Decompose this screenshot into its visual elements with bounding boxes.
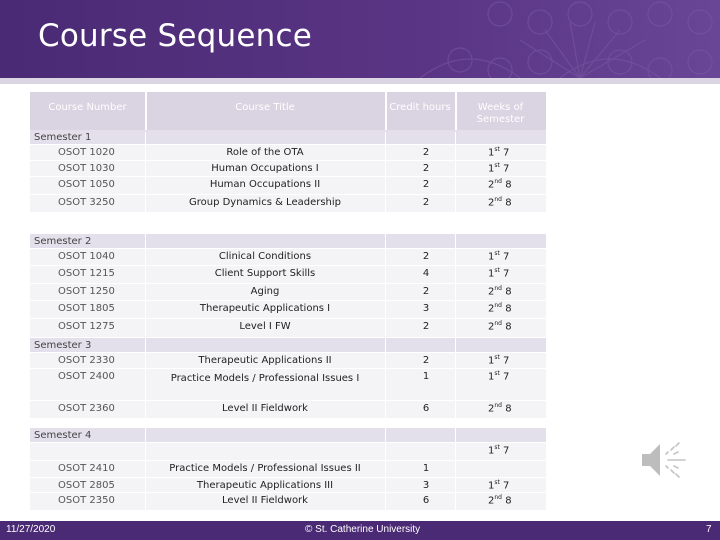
course-number: OSOT 2360 <box>58 403 115 414</box>
week-ordinal-suffix: nd <box>494 494 502 501</box>
weeks-of-semester <box>488 354 509 366</box>
week-ordinal: 1 <box>488 480 495 492</box>
course-number: OSOT 2350 <box>58 495 115 506</box>
week-ordinal: 2 <box>488 286 495 298</box>
week-ordinal: 1 <box>488 445 495 457</box>
header-credits: Credit hours <box>389 102 451 113</box>
course-title: Aging <box>250 286 280 297</box>
week-ordinal: 1 <box>488 355 495 367</box>
credit-hours: 1 <box>422 371 430 382</box>
weeks-of-semester <box>488 196 512 208</box>
weeks-of-semester <box>488 494 512 506</box>
course-title: Level I FW <box>239 321 291 332</box>
row-divider <box>30 144 546 145</box>
row-divider <box>30 194 546 195</box>
credit-hours: 4 <box>422 268 430 279</box>
row-divider <box>30 460 546 461</box>
credit-hours: 3 <box>422 480 430 491</box>
week-count: 8 <box>505 403 512 415</box>
week-count: 7 <box>503 371 510 383</box>
footer-copyright: © St. Catherine University <box>305 524 421 535</box>
week-ordinal: 2 <box>488 179 495 191</box>
course-title: Human Occupations I <box>211 163 319 174</box>
week-count: 8 <box>505 179 512 191</box>
course-title: Client Support Skills <box>214 268 316 279</box>
weeks-of-semester <box>488 146 509 158</box>
credit-hours: 2 <box>422 286 430 297</box>
course-title: Level II Fieldwork <box>222 495 308 506</box>
course-number: OSOT 1215 <box>58 268 115 279</box>
credit-hours: 3 <box>422 303 430 314</box>
page-number: 7 <box>706 524 712 535</box>
page-title: Course Sequence <box>38 18 312 54</box>
week-ordinal-suffix: st <box>494 370 500 377</box>
week-ordinal: 2 <box>488 495 495 507</box>
credit-hours: 2 <box>422 197 430 208</box>
title-banner <box>0 0 720 84</box>
week-count: 8 <box>505 303 512 315</box>
week-count: 8 <box>505 197 512 209</box>
weeks-of-semester <box>488 370 509 382</box>
course-title: Therapeutic Applications I <box>199 303 331 314</box>
course-title: Therapeutic Applications III <box>196 480 334 491</box>
weeks-of-semester <box>488 302 512 314</box>
weeks-of-semester <box>488 320 512 332</box>
row-divider <box>30 477 546 478</box>
week-ordinal: 1 <box>488 371 495 383</box>
week-count: 7 <box>503 445 510 457</box>
course-title: Practice Models / Professional Issues I <box>170 373 360 384</box>
week-ordinal-suffix: st <box>494 479 500 486</box>
row-divider <box>30 265 546 266</box>
week-ordinal: 2 <box>488 321 495 333</box>
weeks-of-semester <box>488 444 509 456</box>
week-ordinal-suffix: st <box>494 267 500 274</box>
week-count: 7 <box>503 163 510 175</box>
course-number: OSOT 1050 <box>58 179 115 190</box>
course-title: Level II Fieldwork <box>222 403 308 414</box>
course-table <box>30 92 546 512</box>
credit-hours: 2 <box>422 321 430 332</box>
week-ordinal-suffix: nd <box>494 285 502 292</box>
week-ordinal: 1 <box>488 147 495 159</box>
week-count: 8 <box>505 286 512 298</box>
credit-hours: 2 <box>422 251 430 262</box>
week-count: 7 <box>503 251 510 263</box>
week-ordinal: 2 <box>488 303 495 315</box>
course-number: OSOT 1040 <box>58 251 115 262</box>
credit-hours: 2 <box>422 163 430 174</box>
row-divider <box>30 442 546 443</box>
header-title: Course Title <box>235 102 295 113</box>
semester-label: Semester 1 <box>34 132 92 143</box>
week-ordinal-suffix: nd <box>494 196 502 203</box>
week-ordinal-suffix: st <box>494 250 500 257</box>
banner-divider <box>0 78 720 84</box>
course-title: Therapeutic Applications II <box>198 355 332 366</box>
credit-hours: 2 <box>422 355 430 366</box>
table-row <box>30 442 546 460</box>
course-number: OSOT 2410 <box>58 463 115 474</box>
week-count: 8 <box>505 495 512 507</box>
week-ordinal: 1 <box>488 251 495 263</box>
course-title: Group Dynamics & Leadership <box>188 197 342 208</box>
credit-hours: 2 <box>422 179 430 190</box>
column-divider <box>385 132 386 510</box>
weeks-of-semester <box>488 285 512 297</box>
week-ordinal: 1 <box>488 268 495 280</box>
row-divider <box>30 318 546 319</box>
week-ordinal-suffix: nd <box>494 402 502 409</box>
row-divider <box>30 176 546 177</box>
column-divider <box>455 132 456 510</box>
course-number: OSOT 1030 <box>58 163 115 174</box>
row-divider <box>30 368 546 369</box>
semester-label: Semester 4 <box>34 430 92 441</box>
week-ordinal-suffix: st <box>494 354 500 361</box>
week-count: 7 <box>503 147 510 159</box>
course-number: OSOT 1805 <box>58 303 115 314</box>
week-ordinal-suffix: st <box>494 444 500 451</box>
footer-date: 11/27/2020 <box>6 524 56 535</box>
course-title: Practice Models / Professional Issues II <box>169 463 361 474</box>
course-number: OSOT 3250 <box>58 197 115 208</box>
weeks-of-semester <box>488 178 512 190</box>
row-divider <box>30 248 546 249</box>
course-title: Clinical Conditions <box>218 251 312 262</box>
week-ordinal-suffix: nd <box>494 302 502 309</box>
weeks-of-semester <box>488 479 509 491</box>
speaker-icon[interactable] <box>638 438 690 486</box>
row-divider <box>30 300 546 301</box>
row-divider <box>30 283 546 284</box>
course-number: OSOT 2805 <box>58 480 115 491</box>
week-ordinal: 2 <box>488 403 495 415</box>
course-number: OSOT 1250 <box>58 286 115 297</box>
credit-hours: 2 <box>422 147 430 158</box>
row-divider <box>30 400 546 401</box>
credit-hours: 6 <box>422 403 430 414</box>
week-count: 7 <box>503 355 510 367</box>
course-number: OSOT 2400 <box>58 371 115 382</box>
week-ordinal-suffix: st <box>494 146 500 153</box>
row-divider <box>30 352 546 353</box>
course-title: Human Occupations II <box>209 179 321 190</box>
week-count: 8 <box>505 321 512 333</box>
semester-label: Semester 3 <box>34 340 92 351</box>
week-count: 7 <box>503 480 510 492</box>
week-ordinal-suffix: nd <box>494 320 502 327</box>
week-ordinal-suffix: st <box>494 162 500 169</box>
course-number: OSOT 1275 <box>58 321 115 332</box>
course-title: Role of the OTA <box>226 147 304 158</box>
weeks-of-semester <box>488 267 509 279</box>
course-number: OSOT 1020 <box>58 147 115 158</box>
header-weeks: Weeks of Semester <box>476 102 525 125</box>
row-divider <box>30 492 546 493</box>
credit-hours: 6 <box>422 495 430 506</box>
course-number: OSOT 2330 <box>58 355 115 366</box>
semester-label: Semester 2 <box>34 236 92 247</box>
weeks-of-semester <box>488 250 509 262</box>
column-divider <box>145 132 146 510</box>
row-divider <box>30 160 546 161</box>
credit-hours: 1 <box>422 463 430 474</box>
week-ordinal-suffix: nd <box>494 178 502 185</box>
weeks-of-semester <box>488 402 512 414</box>
weeks-of-semester <box>488 162 509 174</box>
header-number: Course Number <box>48 102 127 113</box>
week-ordinal: 2 <box>488 197 495 209</box>
week-count: 7 <box>503 268 510 280</box>
week-ordinal: 1 <box>488 163 495 175</box>
